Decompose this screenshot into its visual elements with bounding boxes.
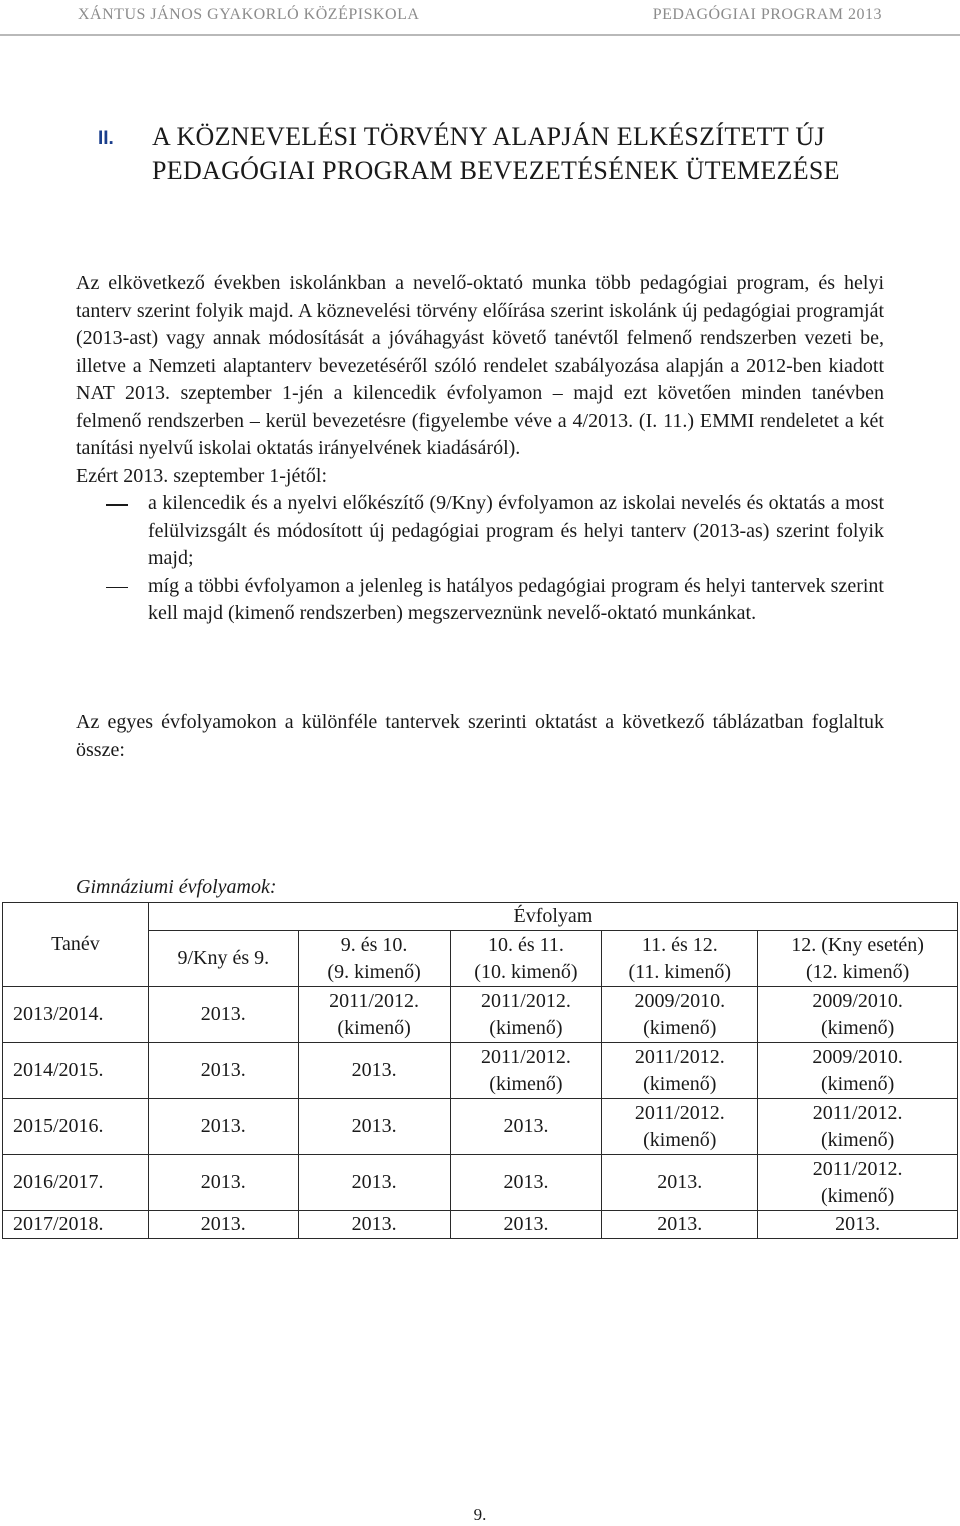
table-caption: Gimnáziumi évfolyamok: xyxy=(76,876,277,898)
table-cell: 2013. xyxy=(602,1211,758,1239)
bullet-text: a kilencedik és a nyelvi előkészítő (9/Kny) évfolyamon az iskolai nevelés és oktatás a most felülvizsgált és módosított új pedagógiai program és helyi tanterv (2013-as) szerint folyik majd; xyxy=(148,492,884,569)
table-cell: 2013. xyxy=(450,1099,602,1155)
table-row xyxy=(3,987,958,1043)
table-row xyxy=(3,1043,958,1099)
header-school: XÁNTUS JÁNOS GYAKORLÓ KÖZÉPISKOLA xyxy=(78,6,420,23)
table-cell: 2013. xyxy=(298,1099,450,1155)
table-cell: 2011/2012. (kimenő) xyxy=(450,987,602,1043)
table-cell: 2011/2012. (kimenő) xyxy=(298,987,450,1043)
summary-paragraph: Az egyes évfolyamokon a különféle tantervek szerinti oktatást a következő táblázatban foglaltuk össze: xyxy=(76,711,884,761)
grade-header: 12. (Kny esetén) (12. kimenő) xyxy=(758,931,958,987)
schedule-table xyxy=(2,902,958,1239)
grade-header: 9/Kny és 9. xyxy=(148,931,298,987)
table-cell: 2013. xyxy=(602,1155,758,1211)
table-cell: 2013. xyxy=(450,1155,602,1211)
table-cell: 2013. xyxy=(148,1211,298,1239)
dash-bullet-icon xyxy=(106,504,128,506)
row-year: 2017/2018. xyxy=(3,1211,149,1239)
table-cell: 2013. xyxy=(148,1099,298,1155)
table-cell: 2009/2010. (kimenő) xyxy=(602,987,758,1043)
table-cell: 2011/2012. (kimenő) xyxy=(758,1099,958,1155)
table-cell: 2013. xyxy=(450,1211,602,1239)
table-cell: 2013. xyxy=(148,1043,298,1099)
page-number: 9. xyxy=(473,1505,487,1524)
intro-paragraph: Az elkövetkező években iskolánkban a nevelő-oktató munka több pedagógiai program, és helyi tanterv szerint folyik majd. A köznevelési törvény előírása szerint iskolánk új pedagógiai programját (2013-ast) vagy annak módosítását a jóváhagyást követő tanévtől felmenő rendszerben vezeti be, illetve a Nemzeti alaptanterv bevezetéséről szóló rendelet szabályozása alapján a 2012-ben kiadott NAT 2013. szeptember 1-jén a kilencedik évfolyamon – majd ezt követően minden tanévben felmenő rendszerben – kerül bevezetésre (figyelembe véve a 4/2013. (I. 11.) EMMI rendeletet a két tanítási nyelvű iskolai oktatás irányelvének kiadásáról). xyxy=(76,272,884,459)
table-cell: 2013. xyxy=(758,1211,958,1239)
bullet-text: míg a többi évfolyamon a jelenleg is hatályos pedagógiai program és helyi tantervek szerint kell majd (kimenő rendszerben) megszerveznünk nevelő-oktató munkánkat. xyxy=(148,574,884,624)
section-number: II. xyxy=(98,128,114,149)
table-cell: 2013. xyxy=(298,1211,450,1239)
row-year: 2013/2014. xyxy=(3,987,149,1043)
intro-lead: Ezért 2013. szeptember 1-jétől: xyxy=(76,464,328,487)
table-cell: 2011/2012. (kimenő) xyxy=(602,1099,758,1155)
header-tanev: Tanév xyxy=(3,903,149,987)
running-header xyxy=(0,0,960,36)
table-row xyxy=(3,1211,958,1239)
table-cell: 2011/2012. (kimenő) xyxy=(450,1043,602,1099)
table-cell: 2013. xyxy=(148,987,298,1043)
table-row xyxy=(3,1099,958,1155)
section-title-line1: A KÖZNEVELÉSI TÖRVÉNY ALAPJÁN ELKÉSZÍTETT ÚJ xyxy=(152,122,825,151)
grade-header: 11. és 12. (11. kimenő) xyxy=(602,931,758,987)
grade-header: 10. és 11. (10. kimenő) xyxy=(450,931,602,987)
section-title xyxy=(152,120,912,188)
table-cell: 2009/2010. (kimenő) xyxy=(758,1043,958,1099)
table-row xyxy=(3,1155,958,1211)
table-cell: 2011/2012. (kimenő) xyxy=(758,1155,958,1211)
row-year: 2014/2015. xyxy=(3,1043,149,1099)
table-cell: 2009/2010. (kimenő) xyxy=(758,987,958,1043)
header-evfolyam: Évfolyam xyxy=(148,903,957,931)
table-cell: 2013. xyxy=(148,1155,298,1211)
table-cell: 2013. xyxy=(298,1155,450,1211)
row-year: 2015/2016. xyxy=(3,1099,149,1155)
grade-header: 9. és 10. (9. kimenő) xyxy=(298,931,450,987)
summary-block xyxy=(76,709,884,764)
header-doc: PEDAGÓGIAI PROGRAM 2013 xyxy=(652,6,882,23)
intro-block xyxy=(76,270,884,628)
dash-bullet-icon xyxy=(106,587,128,589)
bullet-item xyxy=(76,573,884,628)
bullet-item xyxy=(76,490,884,573)
table-cell: 2013. xyxy=(298,1043,450,1099)
table-cell: 2011/2012. (kimenő) xyxy=(602,1043,758,1099)
row-year: 2016/2017. xyxy=(3,1155,149,1211)
section-title-line2: PEDAGÓGIAI PROGRAM BEVEZETÉSÉNEK ÜTEMEZÉSE xyxy=(152,156,840,185)
